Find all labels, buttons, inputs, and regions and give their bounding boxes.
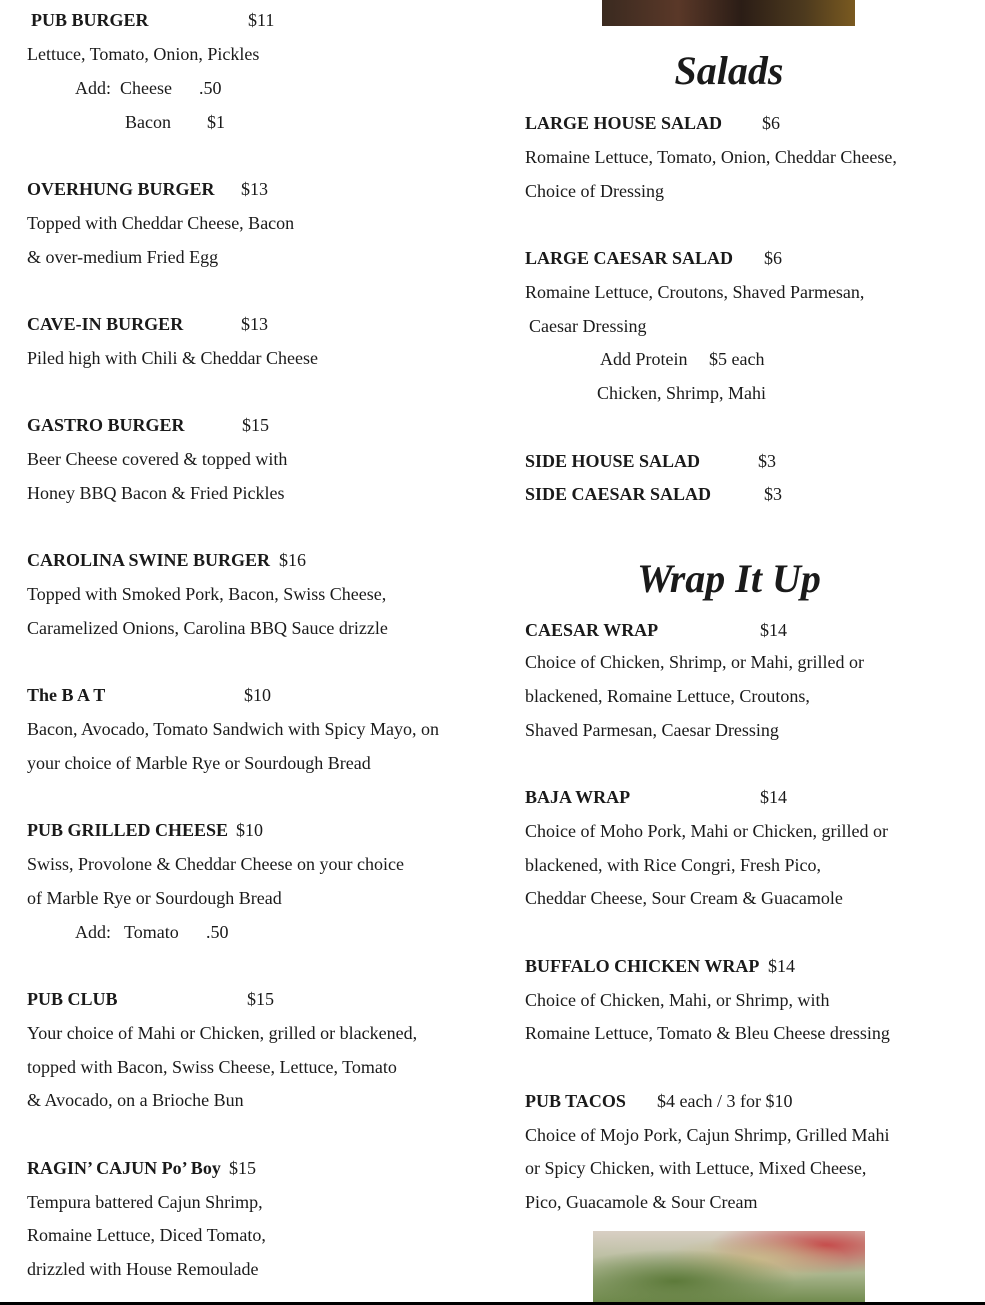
item-name: LARGE CAESAR SALAD [525,248,734,268]
item-description: Tempura battered Cajun Shrimp, [27,1192,263,1212]
item-description: Romaine Lettuce, Diced Tomato, [27,1225,266,1245]
addon-price: .50 [199,78,222,98]
item-description: topped with Bacon, Swiss Cheese, Lettuce, Tomato [27,1057,397,1077]
item-price: $3 [758,451,776,471]
item-price: $13 [241,314,268,334]
item-description: Choice of Chicken, Mahi, or Shrimp, with [525,990,830,1010]
item-price: $14 [768,956,795,976]
item-description: Bacon, Avocado, Tomato Sandwich with Spicy Mayo, on [27,719,440,739]
item-name: GASTRO BURGER [27,415,185,435]
item-name: PUB CLUB [27,989,118,1009]
item-description: Choice of Chicken, Shrimp, or Mahi, grilled or [525,652,864,672]
addon-options: Chicken, Shrimp, Mahi [597,383,766,403]
addon-item: Bacon [125,112,171,132]
item-name: BAJA WRAP [525,787,631,807]
item-price: $15 [229,1158,256,1178]
addon-item: Cheese [120,78,172,98]
wrap-heading: Wrap It Up [637,556,821,601]
item-price: $15 [247,989,274,1009]
item-description: Romaine Lettuce, Tomato & Bleu Cheese dressing [525,1023,890,1043]
item-description: Honey BBQ Bacon & Fried Pickles [27,483,285,503]
item-price: $10 [236,820,263,840]
item-name: PUB BURGER [31,10,149,30]
item-price: $6 [764,248,782,268]
item-price: $3 [764,484,782,504]
item-description: Caesar Dressing [529,316,647,336]
addon-price: .50 [206,922,229,942]
item-description: & Avocado, on a Brioche Bun [27,1090,244,1110]
item-description: Pico, Guacamole & Sour Cream [525,1192,758,1212]
item-description: Swiss, Provolone & Cheddar Cheese on your choice [27,854,404,874]
item-description: Lettuce, Tomato, Onion, Pickles [27,44,260,64]
addon-label: Add: [75,78,111,98]
item-description: blackened, Romaine Lettuce, Croutons, [525,686,810,706]
item-name: The B A T [27,685,106,705]
item-description: & over-medium Fried Egg [27,247,219,267]
item-description: Choice of Dressing [525,181,664,201]
item-name: CAROLINA SWINE BURGER [27,550,271,570]
item-name: PUB GRILLED CHEESE [27,820,229,840]
item-description: blackened, with Rice Congri, Fresh Pico, [525,855,821,875]
item-price: $4 each / 3 for $10 [657,1091,793,1111]
item-description: or Spicy Chicken, with Lettuce, Mixed Cheese, [525,1158,867,1178]
item-price: $10 [244,685,271,705]
item-description: Choice of Mojo Pork, Cajun Shrimp, Grilled Mahi [525,1125,890,1145]
item-description: Shaved Parmesan, Caesar Dressing [525,720,779,740]
item-price: $6 [762,113,780,133]
item-name: CAVE-IN BURGER [27,314,184,334]
item-price: $16 [279,550,306,570]
addon-price: $5 each [709,349,765,369]
item-price: $14 [760,620,787,640]
item-description: Your choice of Mahi or Chicken, grilled or blackened, [27,1023,418,1043]
item-price: $14 [760,787,787,807]
item-description: Caramelized Onions, Carolina BBQ Sauce drizzle [27,618,388,638]
item-description: Beer Cheese covered & topped with [27,449,288,469]
item-description: Romaine Lettuce, Tomato, Onion, Cheddar Cheese, [525,147,897,167]
item-description: Topped with Smoked Pork, Bacon, Swiss Cheese, [27,584,387,604]
item-name: PUB TACOS [525,1091,626,1111]
item-name: CAESAR WRAP [525,620,659,640]
item-price: $11 [248,10,275,30]
addon-label: Add: [75,922,111,942]
addon-price: $1 [207,112,225,132]
item-description: drizzled with House Remoulade [27,1259,259,1279]
food-photo-bottom [593,1231,865,1303]
item-description: your choice of Marble Rye or Sourdough Bread [27,753,371,773]
addon-item: Tomato [124,922,179,942]
item-name: BUFFALO CHICKEN WRAP [525,956,760,976]
item-description: Cheddar Cheese, Sour Cream & Guacamole [525,888,843,908]
item-name: SIDE HOUSE SALAD [525,451,701,471]
item-name: OVERHUNG BURGER [27,179,215,199]
item-description: Topped with Cheddar Cheese, Bacon [27,213,295,233]
food-photo-top [602,0,855,26]
addon-label: Add Protein [600,349,688,369]
item-description: Piled high with Chili & Cheddar Cheese [27,348,318,368]
item-name: LARGE HOUSE SALAD [525,113,723,133]
item-description: of Marble Rye or Sourdough Bread [27,888,282,908]
item-description: Choice of Moho Pork, Mahi or Chicken, grilled or [525,821,888,841]
item-price: $15 [242,415,269,435]
item-price: $13 [241,179,268,199]
item-description: Romaine Lettuce, Croutons, Shaved Parmesan, [525,282,865,302]
item-name: SIDE CAESAR SALAD [525,484,712,504]
salads-heading: Salads [674,48,784,93]
item-name: RAGIN’ CAJUN Po’ Boy [27,1158,221,1178]
